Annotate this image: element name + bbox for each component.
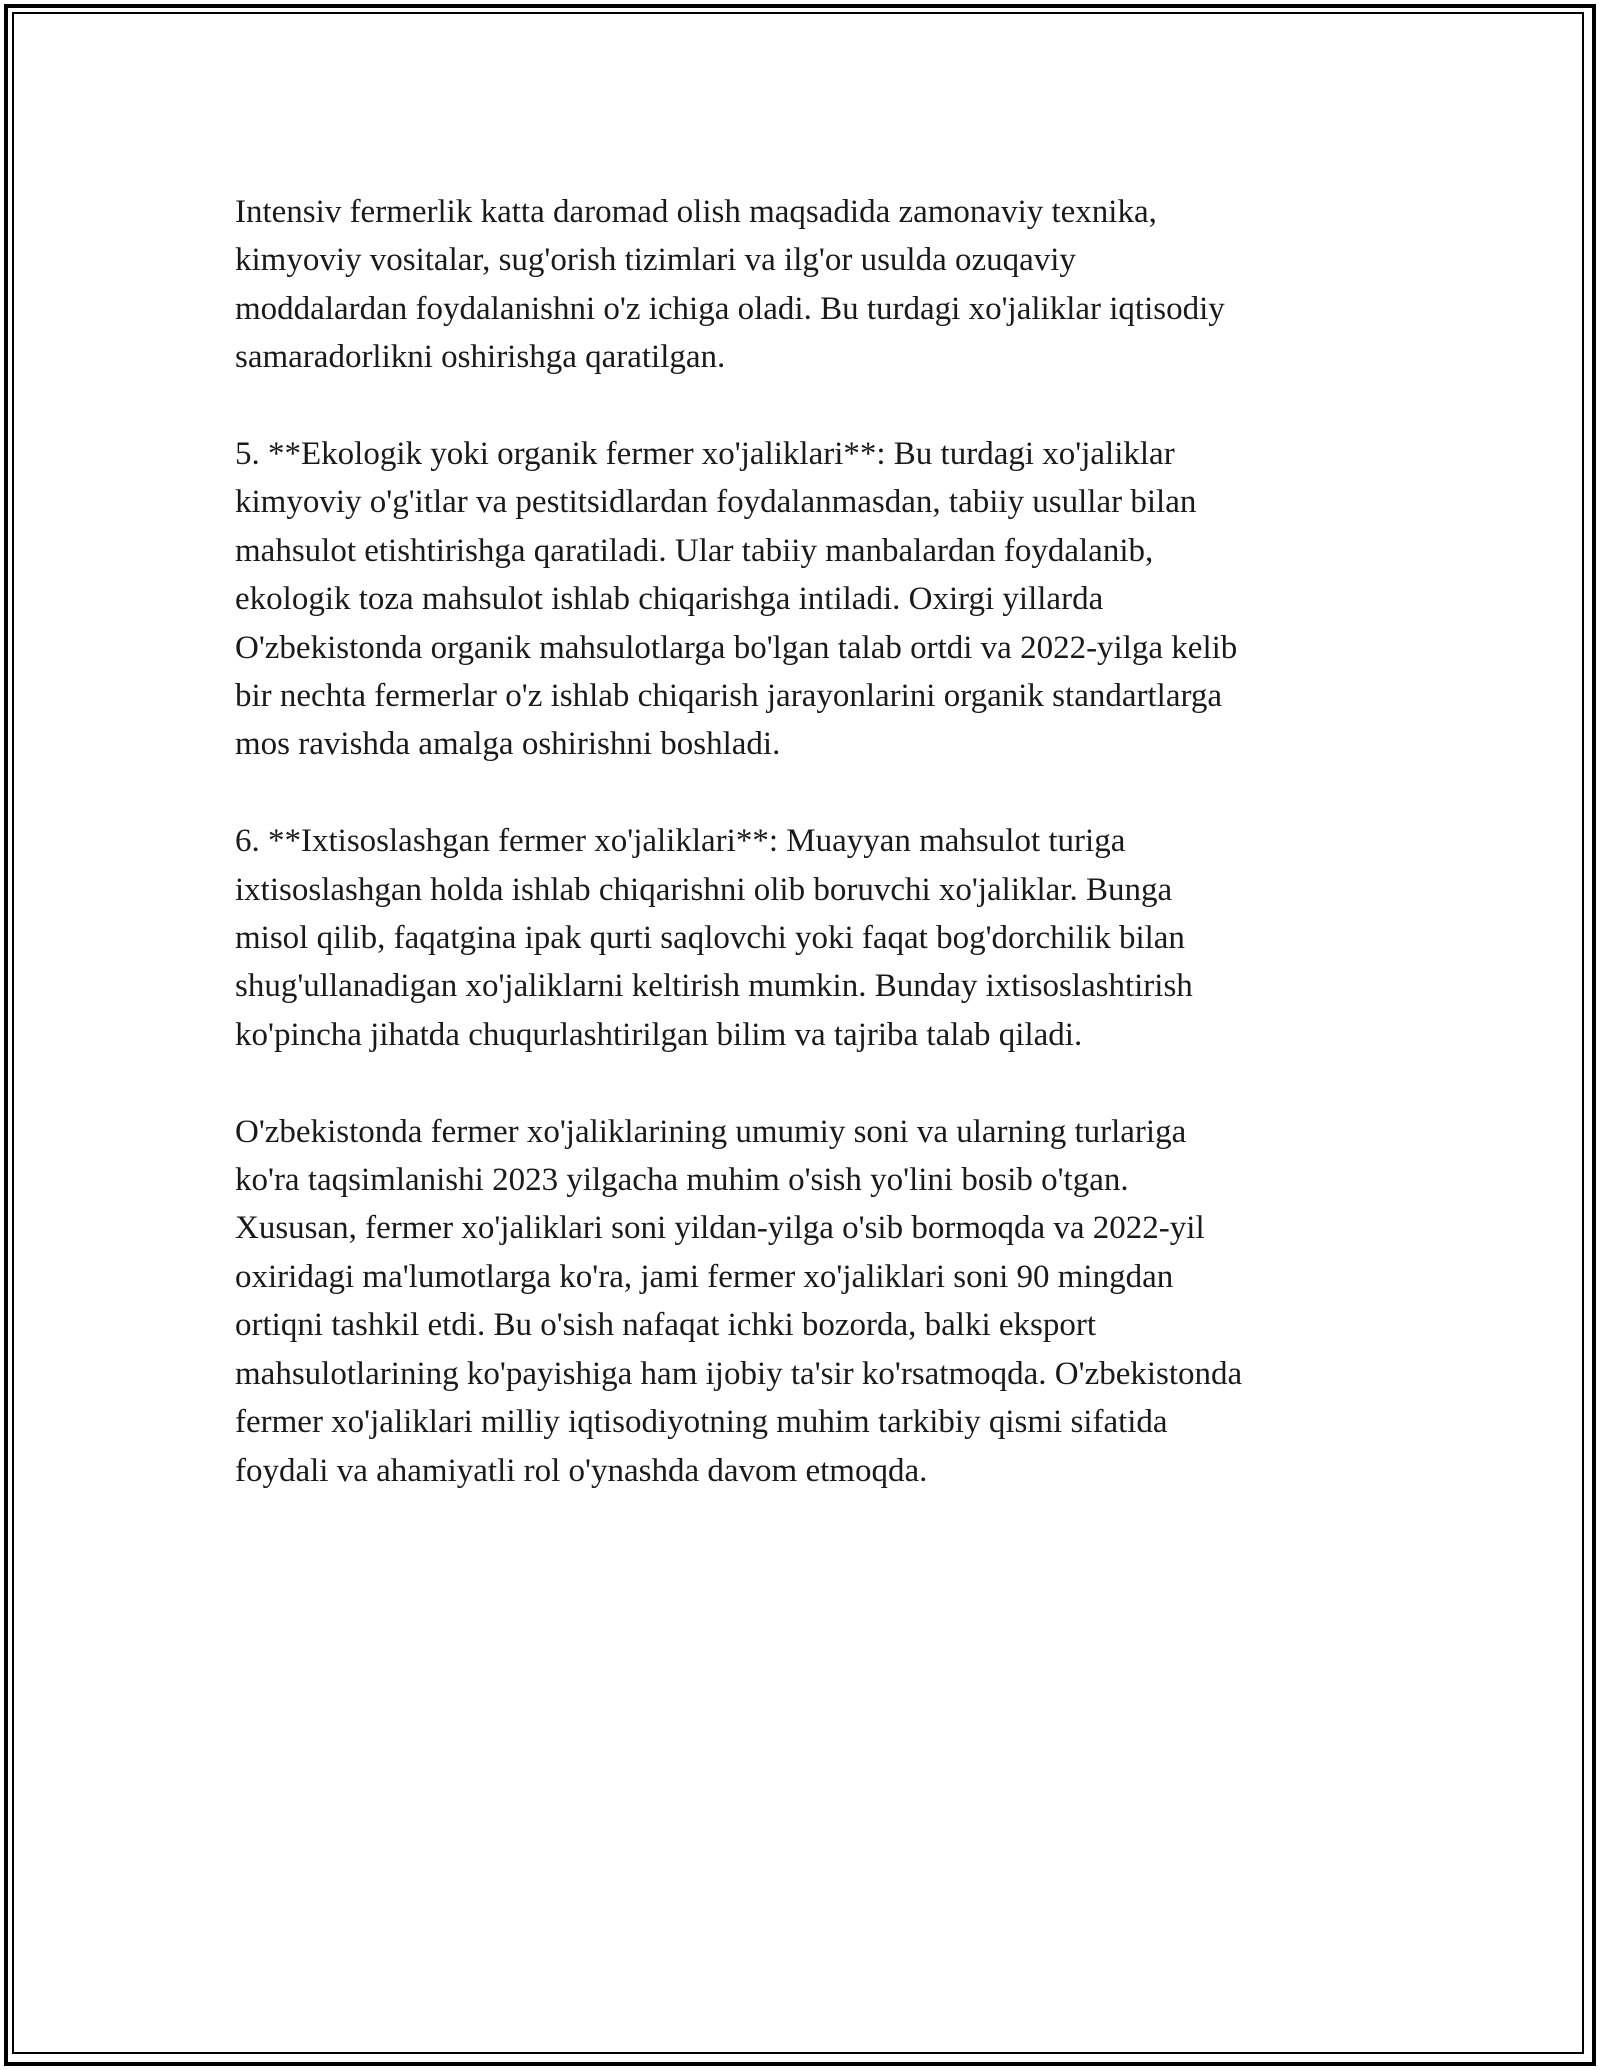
document-body [235, 188, 1375, 1543]
paragraph-farm-statistics: O'zbekistonda fermer xo'jaliklarining umumiy soni va ularning turlariga ko'ra taqsimlanishi 2023 yilgacha muhim o'sish yo'lini bosib o'tgan. Xususan, fermer xo'jaliklari soni yildan-yilga o'sib bormoqda va 2022-yil oxiridagi ma'lumotlarga ko'ra, jami fermer xo'jaliklari soni 90 mingdan ortiqni tashkil etdi. Bu o'sish nafaqat ichki bozorda, balki eksport mahsulotlarining ko'payishiga ham ijobiy ta'sir ko'rsatmoqda. O'zbekistonda fermer xo'jaliklari milliy iqtisodiyotning muhim tarkibiy qismi sifatida foydali va ahamiyatli rol o'ynashda davom etmoqda. [235, 1113, 1243, 1489]
paragraph-intensive-farming: Intensiv fermerlik katta daromad olish maqsadida zamonaviy texnika, kimyoviy vositalar, sug'orish tizimlari va ilg'or usulda ozuqaviy moddalardan foydalanishni o'z ichiga oladi. Bu turdagi xo'jaliklar iqtisodiy samaradorlikni oshirishga qaratilgan. [235, 194, 1225, 376]
paragraph-organic-farms: 5. **Ekologik yoki organik fermer xo'jaliklari**: Bu turdagi xo'jaliklar kimyoviy o'g'itlar va pestitsidlardan foydalanmasdan, tabiiy usullar bilan mahsulot etishtirishga qaratiladi. Ular tabiiy manbalardan foydalanib, ekologik toza mahsulot ishlab chiqarishga intiladi. Oxirgi yillarda O'zbekistonda organik mahsulotlarga bo'lgan talab ortdi va 2022-yilga kelib bir nechta fermerlar o'z ishlab chiqarish jarayonlarini organik standartlarga mos ravishda amalga oshirishni boshladi. [235, 436, 1238, 763]
paragraph-specialized-farms: 6. **Ixtisoslashgan fermer xo'jaliklari**: Muayyan mahsulot turiga ixtisoslashgan holda ishlab chiqarishni olib boruvchi xo'jaliklar. Bunga misol qilib, faqatgina ipak qurti saqlovchi yoki faqat bog'dorchilik bilan shug'ullanadigan xo'jaliklarni keltirish mumkin. Bunday ixtisoslashtirish ko'pincha jihatda chuqurlashtirilgan bilim va tajriba talab qiladi. [235, 823, 1193, 1053]
